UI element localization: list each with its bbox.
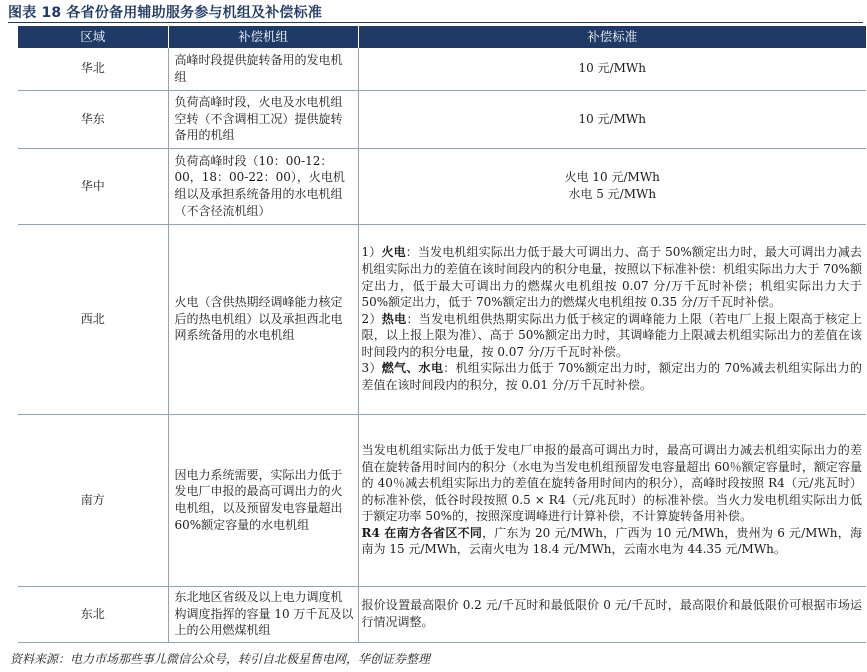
table-row xyxy=(18,90,866,148)
standard-paragraph: 3）燃气、水电：机组实际出力低于 70%额定出力时，额定出力的 70%减去机组实际出力的差值在该时间段内的积分，按 0.01 分/万千瓦时补偿。 xyxy=(361,361,862,393)
standard-line: 10 元/MWh xyxy=(578,111,646,126)
table-row xyxy=(18,586,866,642)
table-row xyxy=(18,414,866,586)
figure-title: 图表 18 各省份备用辅助服务参与机组及补偿标准 xyxy=(8,5,323,21)
unit-cell: 负荷高峰时段（10：00-12：00，18：00-22：00），火电机组以及承担系统备用的水电机组（不含径流机组） xyxy=(168,148,358,224)
unit-cell: 高峰时段提供旋转备用的发电机组 xyxy=(168,48,358,90)
unit-cell: 火电（含供热期经调峰能力核定后的热电机组）以及承担西北电网系统备用的水电机组 xyxy=(168,224,358,414)
table-row xyxy=(18,224,866,414)
header-region: 区域 xyxy=(18,26,168,48)
standard-cell xyxy=(358,224,866,414)
standard-cell xyxy=(358,148,866,224)
region-cell: 华北 xyxy=(18,48,168,90)
standard-paragraph: 报价设置最高限价 0.2 元/千瓦时和最低限价 0 元/千瓦时，最高限价和最低限价可根据市场运行情况调整。 xyxy=(361,598,862,629)
standard-cell xyxy=(358,48,866,90)
table-header-row xyxy=(18,26,866,48)
standard-line: 水电 5 元/MWh xyxy=(568,187,657,201)
standard-line: 火电 10 元/MWh xyxy=(564,170,660,185)
standard-line: 10 元/MWh xyxy=(578,61,646,76)
header-unit: 补偿机组 xyxy=(168,26,358,48)
region-cell: 东北 xyxy=(18,586,168,642)
standard-paragraph: 2）热电：当发电机组供热期实际出力低于核定的调峰能力上限（若电厂上报上限高于核定上限，以上报上限为准）、高于 50%额定出力时，其调峰能力上限减去机组实际出力的差值在该时间段内的积分电量，按 0.07 分/万千瓦时补偿。 xyxy=(361,311,862,359)
standard-paragraph: 当发电机组实际出力低于发电厂申报的最高可调出力时，最高可调出力减去机组实际出力的差值在旋转备用时间内的积分（水电为当发电机组预留发电容量超出 60％额定容量时，额定容量的 40％减去机组实际出力的差值在旋转备用时间内的积分），高峰时段按照 R4（元/兆瓦时）的标准补偿，低谷时段按照 0.5 × R4（元/兆瓦时）的标准补偿。当火力发电机组实际出力低于额定功率 50%的，按照深度调峰进行计算补偿，不计算旋转备用补偿。 xyxy=(361,442,862,524)
region-cell: 南方 xyxy=(18,414,168,586)
unit-cell: 负荷高峰时段，火电及水电机组空转（不含调相工况）提供旋转备用的机组 xyxy=(168,90,358,148)
standard-cell xyxy=(358,414,866,586)
unit-cell: 因电力系统需要，实际出力低于发电厂申报的最高可调出力的火电机组，以及预留发电容量超出 60%额定容量的水电机组 xyxy=(168,414,358,586)
table-row xyxy=(18,48,866,90)
region-cell: 华中 xyxy=(18,148,168,224)
compensation-table xyxy=(18,26,866,643)
title-rule xyxy=(8,22,863,23)
region-cell: 华东 xyxy=(18,90,168,148)
standard-paragraph: 1）火电：当发电机组实际出力低于最大可调出力、高于 50%额定出力时，最大可调出力减去机组实际出力的差值在该时间段内的积分电量，按照以下标准补偿：机组实际出力大于 70%额定出力，低于最大可调出力的燃煤火电机组按 0.07 分/万千瓦时补偿；机组实际出力大于 50%额定出力，低于 70%额定出力的燃煤火电机组按 0.35 分/万千瓦时补偿。 xyxy=(361,245,862,310)
source-note: 资料来源：电力市场那些事儿微信公众号，转引自北极星售电网，华创证券整理 xyxy=(10,652,431,666)
standard-cell xyxy=(358,90,866,148)
header-standard: 补偿标准 xyxy=(358,26,866,48)
standard-paragraph: R4 在南方各省区不同，广东为 20 元/MWh，广西为 10 元/MWh，贵州为 6 元/MWh，海南为 15 元/MWh，云南火电为 18.4 元/MWh，云南水电为 44.35 元/MWh。 xyxy=(361,525,862,557)
table-row xyxy=(18,148,866,224)
standard-cell xyxy=(358,586,866,642)
unit-cell: 东北地区省级及以上电力调度机构调度指挥的容量 10 万千瓦及以上的公用燃煤机组 xyxy=(168,586,358,642)
region-cell: 西北 xyxy=(18,224,168,414)
